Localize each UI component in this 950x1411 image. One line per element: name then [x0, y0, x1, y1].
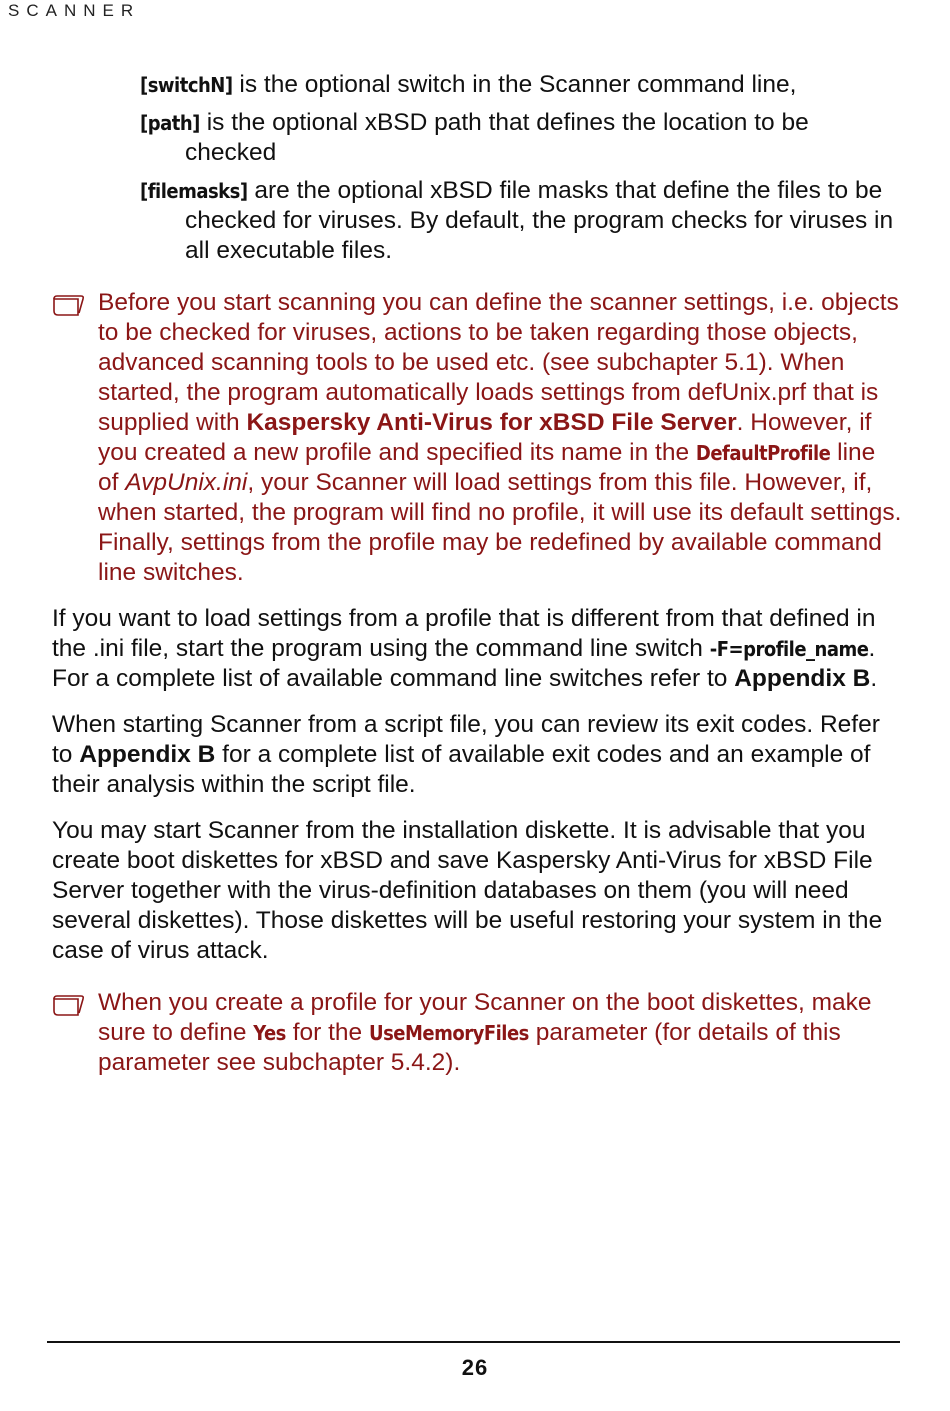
note-pad-icon: [52, 294, 86, 318]
paragraph-text: You may start Scanner from the installation diskette. It is advisable that you create boot diskettes for xBSD and save Kaspersky Anti-Virus for xBSD File Server together with the virus-definition databases on them (you will need several diskettes). Those diskettes will be useful restoring your system in the case of virus attack.: [52, 817, 883, 964]
definition-term: [path]: [140, 111, 200, 135]
definition-item: [140, 108, 900, 168]
note-text: parameter (for details of this parameter see subchapter 5.4.2).: [98, 1019, 841, 1076]
paragraph-profile-switch: [52, 604, 902, 694]
appendix-reference: Appendix B: [734, 665, 871, 692]
paragraph-exit-codes: [52, 710, 902, 800]
note-profile-settings: [52, 288, 902, 588]
paragraph-text: When starting Scanner from a script file, you can review its exit codes. Refer to: [52, 711, 880, 768]
definition-term: [switchN]: [140, 73, 233, 97]
page-content: [52, 70, 902, 1078]
definition-text: are the optional xBSD file masks that define the files to be checked for viruses. By default, the program checks for viruses in all executable files.: [185, 177, 894, 264]
note-text: for the: [285, 1019, 369, 1046]
paragraph-text: for a complete list of available exit codes and an example of their analysis within the script file.: [52, 741, 871, 798]
definition-text: is the optional xBSD path that defines the location to be checked: [185, 109, 809, 166]
definition-item: [140, 176, 900, 266]
definition-text: is the optional switch in the Scanner command line,: [232, 71, 797, 98]
definition-term: [filemasks]: [140, 179, 248, 203]
command-switch: -F=profile_name: [709, 637, 869, 661]
page-number: 26: [461, 1355, 489, 1380]
paragraph-text: .: [870, 665, 878, 692]
paragraph-text: If you want to load settings from a profile that is different from that defined in the .ini file, start the program using the command line switch: [52, 605, 876, 662]
paragraph-boot-diskettes: [52, 816, 902, 966]
file-name: AvpUnix.ini: [125, 469, 248, 496]
note-text: When you create a profile for your Scanner on the boot diskettes, make sure to define: [98, 989, 872, 1046]
appendix-reference: Appendix B: [79, 741, 216, 768]
note-text: line of: [98, 439, 876, 496]
note-text: . However, if you created a new profile and specified its name in the: [98, 409, 872, 466]
setting-value: Yes: [253, 1021, 286, 1045]
definition-list: [140, 70, 900, 266]
definition-item: [140, 70, 900, 100]
paragraph-text: . For a complete list of available command line switches refer to: [52, 635, 876, 692]
running-header: SCANNER: [8, 1, 141, 20]
note-text: , your Scanner will load settings from this file. However, if, when started, the program will find no profile, it will use its default settings. Finally, settings from the profile may be redefined by available command line switches.: [98, 469, 902, 586]
product-name: Kaspersky Anti-Virus for xBSD File Server: [246, 409, 737, 436]
note-boot-profile: [52, 988, 902, 1078]
note-pad-icon: [52, 994, 86, 1018]
setting-name: DefaultProfile: [695, 441, 831, 465]
footer-rule: [47, 1341, 900, 1343]
setting-name: UseMemoryFiles: [368, 1021, 529, 1045]
note-text: Before you start scanning you can define the scanner settings, i.e. objects to be checked for viruses, actions to be taken regarding those objects, advanced scanning tools to be used etc. (see subchapter 5.1). When started, the program automatically loads settings from defUnix.prf that is supplied with: [98, 289, 899, 436]
